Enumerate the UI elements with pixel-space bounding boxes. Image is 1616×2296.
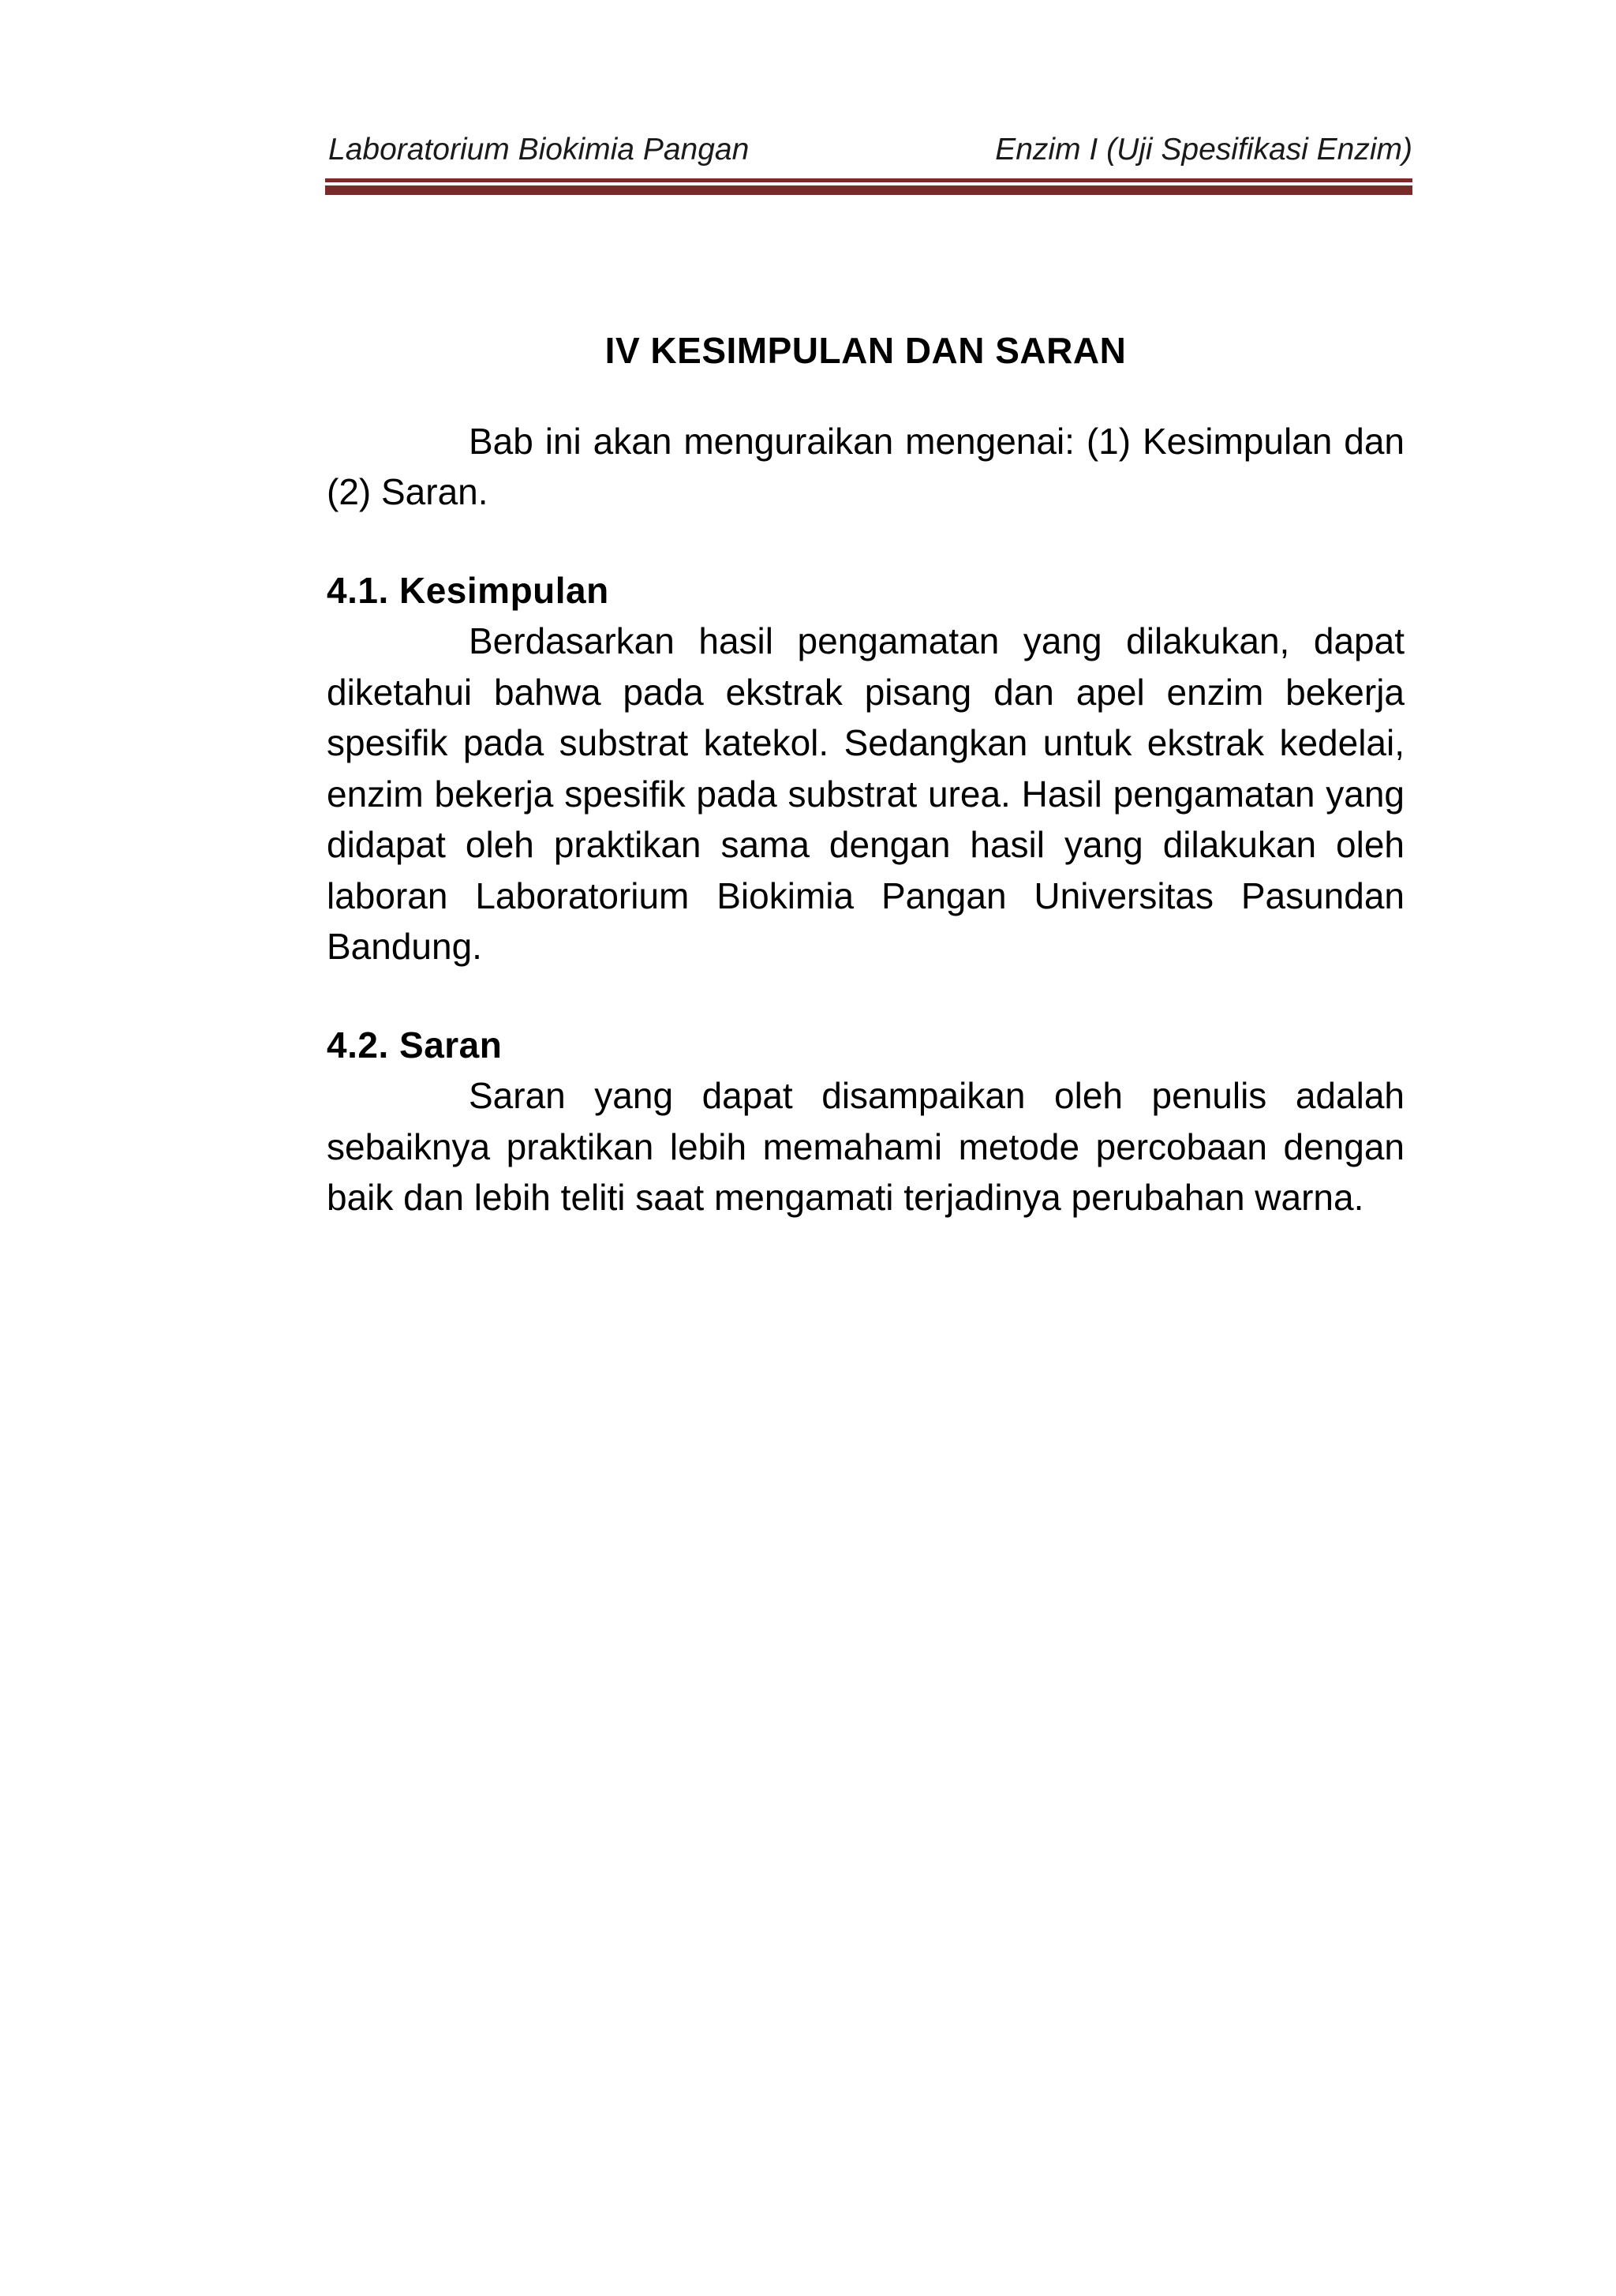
chapter-title: IV KESIMPULAN DAN SARAN <box>604 330 1127 371</box>
header-rule-thin <box>325 178 1412 182</box>
section-heading-kesimpulan: 4.1. Kesimpulan <box>327 569 609 611</box>
header-rule-thick <box>325 185 1412 195</box>
section-body-kesimpulan: Berdasarkan hasil pengamatan yang dilakukan, dapat diketahui bahwa pada ekstrak pisang dan apel enzim bekerja spesifik pada substrat katekol. Sedangkan untuk ekstrak kedelai, enzim bekerja spesifik pada substrat urea. Hasil pengamatan yang didapat oleh praktikan sama dengan hasil yang dilakukan oleh laboran Laboratorium Biokimia Pangan Universitas Pasundan Bandung. <box>327 620 1405 967</box>
page-content <box>327 325 1405 1223</box>
section-heading-saran: 4.2. Saran <box>327 1024 503 1066</box>
header-chapter-topic: Enzim I (Uji Spesifikasi Enzim) <box>995 133 1412 167</box>
running-header <box>325 126 1412 174</box>
header-lab-name: Laboratorium Biokimia Pangan <box>328 133 750 167</box>
section-body-saran: Saran yang dapat disampaikan oleh penulis adalah sebaiknya praktikan lebih memahami metode percobaan dengan baik dan lebih teliti saat mengamati terjadinya perubahan warna. <box>327 1075 1405 1218</box>
chapter-intro-paragraph: Bab ini akan menguraikan mengenai: (1) Kesimpulan dan (2) Saran. <box>327 420 1405 512</box>
